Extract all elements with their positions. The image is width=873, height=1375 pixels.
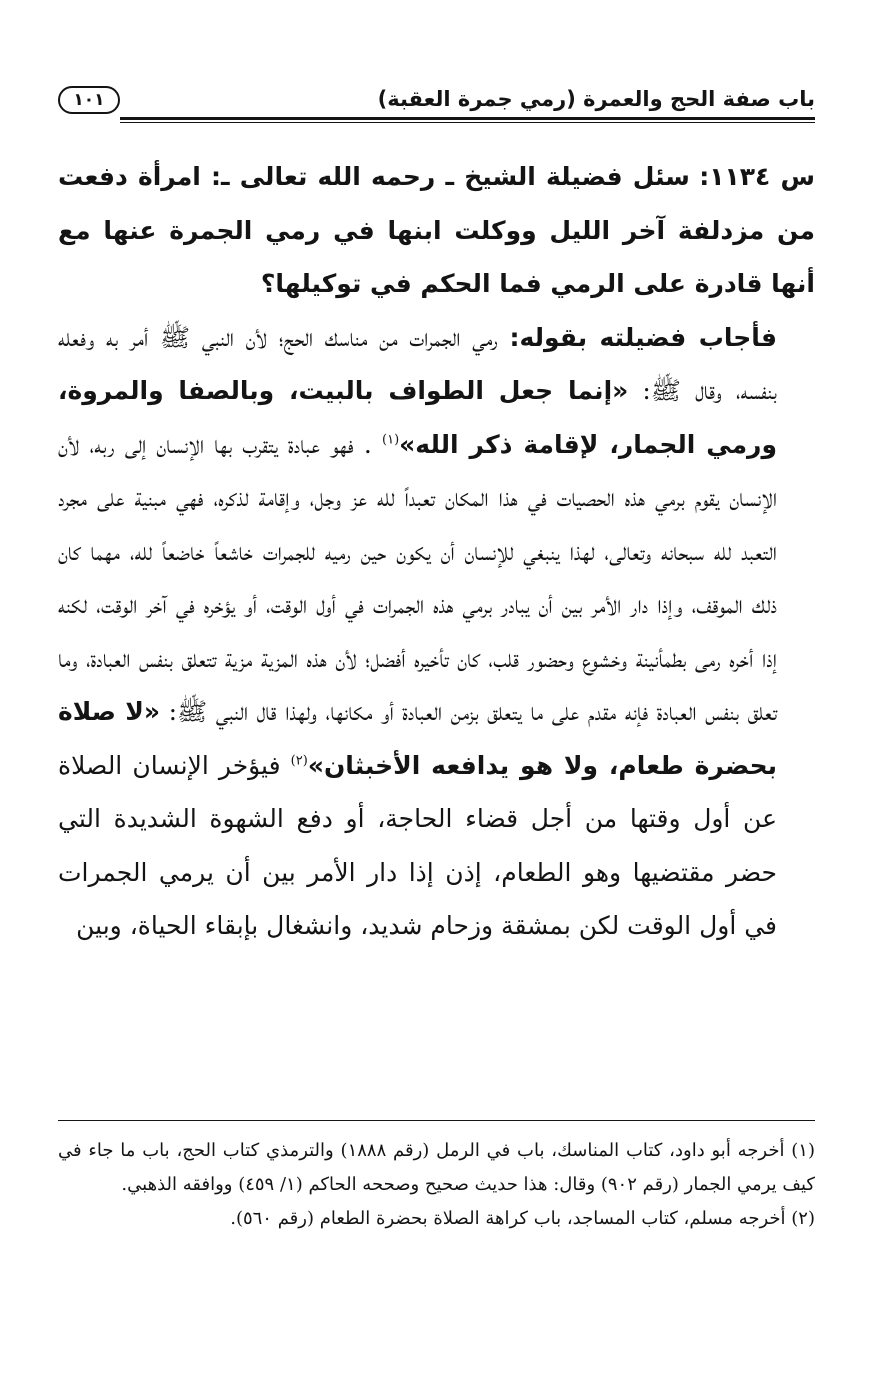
footnote-rule xyxy=(58,1120,815,1121)
footnote-2: (٢) أخرجه مسلم، كتاب المساجد، باب كراهة الصلاة بحضرة الطعام (رقم ٥٦٠). xyxy=(230,1208,815,1229)
answer-text-1: رمي الجمرات من مناسك الحج؛ لأن النبي ﷺ أمر به وفعله بنفسه، وقال ﷺ: xyxy=(58,322,777,405)
question-text: سئل فضيلة الشيخ ـ رحمه الله تعالى ـ: امرأة دفعت من مزدلفة آخر الليل ووكلت ابنها في رمي الجمرة عنها مع أنها قادرة على الرمي فما الحكم في توكيلها؟ xyxy=(58,162,815,298)
chapter-title: باب صفة الحج والعمرة (رمي جمرة العقبة) xyxy=(377,87,815,111)
hadith-quote-2: «لا صلاة بحضرة طعام، ولا هو يدافعه الأخبثان» xyxy=(58,697,777,780)
answer-text-3: فيؤخر الإنسان الصلاة عن أول وقتها من أجل قضاء الحاجة، أو دفع الشهوة الشديدة التي حضر مقتضيها وهو الطعام، إذن إذا دار الأمر بين أن يرمي الجمرات في أول الوقت لكن بمشقة وزحام شديد، وانشغال بإبقاء الحياة، وبين xyxy=(58,750,777,940)
footnotes xyxy=(58,1134,815,1236)
footnote-ref-2[interactable]: (٢) xyxy=(290,753,308,769)
question-label: س ١١٣٤: xyxy=(699,162,815,191)
running-header xyxy=(58,86,815,124)
footnote-1: (١) أخرجه أبو داود، كتاب المناسك، باب في الرمل (رقم ١٨٨٨) والترمذي كتاب الحج، باب ما جاء في كيف يرمي الجمار (رقم ٩٠٢) وقال: هذا حديث صحيح وصححه الحاكم (١/ ٤٥٩) ووافقه الذهبي. xyxy=(58,1140,815,1195)
footnote-ref-1[interactable]: (١) xyxy=(382,432,400,448)
page-number: ١٠١ xyxy=(58,86,120,114)
header-rule-thin xyxy=(120,122,815,123)
main-text xyxy=(58,150,815,953)
answer-paragraph xyxy=(58,311,815,953)
hadith-quote-1: «إنما جعل الطواف بالبيت، وبالصفا والمروة، ورمي الجمار، لإقامة ذكر الله» xyxy=(58,376,777,459)
question-paragraph xyxy=(58,150,815,311)
header-rule xyxy=(120,117,815,120)
answer-text-2: . فهو عبادة يتقرب بها الإنسان إلى ربه، لأن الإنسان يقوم برمي هذه الحصيات في هذا المكان تعبداً لله عز وجل، وإقامة لذكره، فهي مبنية على مجرد التعبد لله سبحانه وتعالى، لهذا ينبغي للإنسان أن يكون حين رميه للجمرات خاشعاً خاضعاً لله، مهما كان ذلك الموقف، وإذا دار الأمر بين أن يبادر برمي هذه الجمرات في أول الوقت، أو يؤخره في آخر الوقت، لكنه إذا أخره رمى بطمأنينة وخشوع وحضور قلب، كان تأخيره أفضل؛ لأن هذه المزية مزية تتعلق بنفس العبادة، وما تعلق بنفس العبادة فإنه مقدم على ما يتعلق بزمن العبادة أو مكانها، ولهذا قال النبي ﷺ: xyxy=(58,429,778,726)
answer-intro: فأجاب فضيلته بقوله: xyxy=(509,322,777,352)
